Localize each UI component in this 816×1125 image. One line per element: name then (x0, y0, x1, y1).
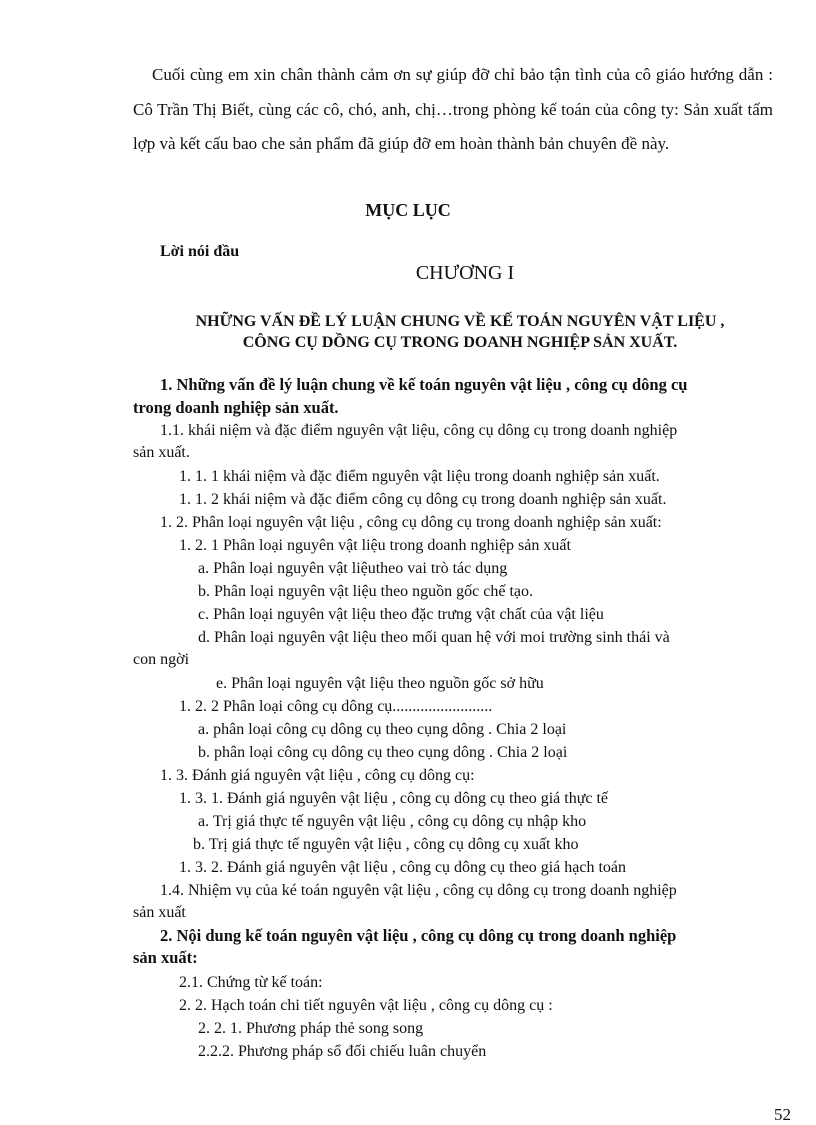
toc-entry: 1.1. khái niệm và đặc điểm nguyên vật liệu, công cụ dông cụ trong doanh nghiệp (160, 422, 678, 439)
toc-entry: 2. Nội dung kế toán nguyên vật liệu , công cụ dông cụ trong doanh nghiệp (160, 926, 677, 945)
table-of-contents-heading: MỤC LỤC (365, 200, 451, 220)
toc-entry: 1. 1. 1 khái niệm và đặc điểm nguyên vật liệu trong doanh nghiệp sản xuất. (179, 468, 660, 485)
toc-entry: 1. 2. 1 Phân loại nguyên vật liệu trong doanh nghiệp sản xuất (179, 537, 571, 554)
toc-entry: c. Phân loại nguyên vật liệu theo đặc trưng vật chất của vật liệu (198, 606, 604, 623)
toc-entry: 2.1. Chứng từ kế toán: (179, 974, 323, 991)
toc-entry: sản xuất: (133, 948, 198, 967)
acknowledgement-text: Cuối cùng em xin chân thành cảm ơn sự giúp đỡ chỉ bảo tận tình của cô giáo hướng dẫn : Cô Trần Thị Biết, cùng các cô, chó, anh, chị…trong phòng kế toán của công ty: Sản xuất tấm lợp và kết cấu bao che sản phẩm đã giúp đỡ em hoàn thành bản chuyên đề này. (133, 65, 773, 153)
toc-entry: 1. 3. 2. Đánh giá nguyên vật liệu , công cụ dông cụ theo giá hạch toán (179, 859, 626, 876)
toc-entry: a. Phân loại nguyên vật liệutheo vai trò tác dụng (198, 560, 508, 577)
toc-entry: 2.2.2. Phương pháp sổ đối chiếu luân chuyển (198, 1043, 487, 1060)
toc-entry: b. Trị giá thực tế nguyên vật liệu , công cụ dông cụ xuất kho (193, 836, 579, 853)
toc-entry: d. Phân loại nguyên vật liệu theo mối quan hệ với moi trường sinh thái và (198, 629, 670, 646)
toc-entry: trong doanh nghiệp sản xuất. (133, 398, 339, 417)
toc-entry: b. phân loại công cụ dông cụ theo cụng dông . Chia 2 loại (198, 744, 568, 761)
chapter-title-line-2: CÔNG CỤ DỒNG CỤ TRONG DOANH NGHIỆP SẢN XUẤT. (242, 334, 678, 351)
toc-entry: 1. 2. Phân loại nguyên vật liệu , công cụ dông cụ trong doanh nghiệp sản xuất: (160, 514, 662, 531)
toc-preface: Lời nói đầu (160, 243, 240, 260)
toc-entry: 1. 1. 2 khái niệm và đặc điểm công cụ dông cụ trong doanh nghiệp sản xuất. (179, 491, 667, 508)
toc-entry: 1. 3. Đánh giá nguyên vật liệu , công cụ dông cụ: (160, 767, 475, 784)
toc-entry: 1. 2. 2 Phân loại công cụ dông cụ......................... (179, 698, 493, 715)
chapter-label: CHƯƠNG I (415, 262, 515, 284)
toc-entry: con ngời (133, 651, 190, 668)
toc-entry: sản xuất. (133, 444, 190, 461)
toc-entry: 1. 3. 1. Đánh giá nguyên vật liệu , công cụ dông cụ theo giá thực tế (179, 790, 609, 807)
toc-entry: 2. 2. 1. Phương pháp thẻ song song (198, 1020, 424, 1037)
toc-entry: sản xuất (133, 904, 186, 921)
chapter-title-line-1: NHỮNG VẤN ĐỀ LÝ LUẬN CHUNG VỀ KẾ TOÁN NGUYÊN VẬT LIỆU , (195, 313, 725, 330)
toc-entry: b. Phân loại nguyên vật liệu theo nguồn gốc chế tạo. (198, 583, 534, 600)
toc-entry: a. Trị giá thực tế nguyên vật liệu , công cụ dông cụ nhập kho (198, 813, 587, 830)
toc-entry: a. phân loại công cụ dông cụ theo cụng dông . Chia 2 loại (198, 721, 567, 738)
toc-entry: 2. 2. Hạch toán chi tiết nguyên vật liệu , công cụ dông cụ : (179, 997, 553, 1014)
toc-entry: e. Phân loại nguyên vật liệu theo nguồn gốc sở hữu (216, 675, 544, 692)
toc-entry: 1.4. Nhiệm vụ của ké toán nguyên vật liệu , công cụ dông cụ trong doanh nghiệp (160, 882, 677, 899)
toc-entry: 1. Những vấn đề lý luận chung về kế toán nguyên vật liệu , công cụ dông cụ (160, 375, 688, 394)
page-number: 52 (774, 1105, 791, 1124)
